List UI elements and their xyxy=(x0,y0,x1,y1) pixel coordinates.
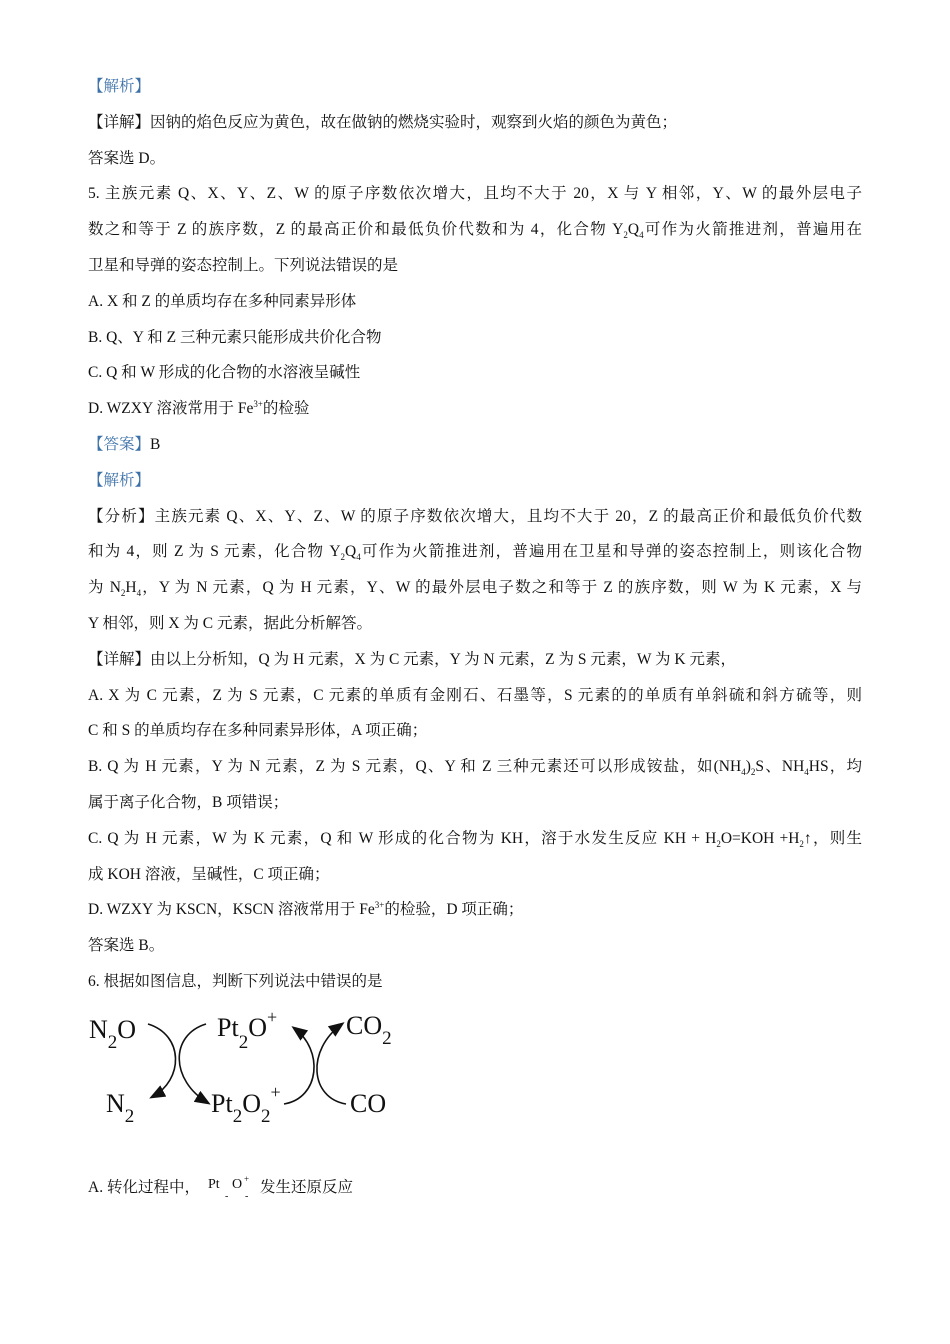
text-line xyxy=(88,355,862,391)
text-line xyxy=(88,749,862,785)
text-run: C. Q 和 W 形成的化合物的水溶液呈碱性 xyxy=(88,364,361,382)
reaction-cycle-diagram xyxy=(84,1000,424,1130)
text-run: 【详解】因钠的焰色反应为黄色，故在做钠的燃烧实验时，观察到火焰的颜色为黄色； xyxy=(88,113,678,131)
text-line xyxy=(88,857,862,893)
text-run: 5. 主族元素 Q、X、Y、Z、W 的原子序数依次增大，且均不大于 20，X 与 Y 相邻，Y、W 的最外层电子 xyxy=(88,185,862,203)
text-run: 的检验，D 项正确； xyxy=(384,901,524,919)
subscript: 4 xyxy=(639,230,644,241)
text-line xyxy=(88,642,862,678)
section-label: 【答案】 xyxy=(88,436,151,453)
text-run: 答案选 B。 xyxy=(88,937,165,955)
text-run: D. WZXY 溶液常用于 Fe xyxy=(88,400,254,418)
text-line xyxy=(88,69,862,105)
text-line xyxy=(88,785,862,821)
text-line xyxy=(88,534,862,570)
subscript: 2 xyxy=(716,838,721,849)
text-line xyxy=(88,570,862,606)
text-line xyxy=(88,176,862,212)
subscript: 4 xyxy=(741,767,746,778)
text-run: 6. 根据如图信息，判断下列说法中错误的是 xyxy=(88,973,383,990)
text-run: 的检验 xyxy=(262,400,310,418)
text-run: ↑，则生 xyxy=(803,829,862,847)
text-line xyxy=(88,892,862,928)
text-run: ) xyxy=(745,758,751,776)
arrow-n2o-to-n2 xyxy=(148,1024,176,1097)
text-run: A. X 为 C 元素，Z 为 S 元素，C 元素的单质有金刚石、石墨等，S 元素的的单质有单斜硫和斜方硫等，则 xyxy=(88,686,862,704)
pt2o-plus-label: $Pt_2O^+$ xyxy=(217,1007,278,1053)
subscript: 4 xyxy=(356,552,361,563)
text-run: 卫星和导弹的姿态控制上。下列说法错误的是 xyxy=(88,257,399,274)
text-run: Y 相邻，则 X 为 C 元素，据此分析解答。 xyxy=(88,615,373,632)
text-line xyxy=(88,964,862,1000)
text-line xyxy=(88,499,862,535)
subscript: 2 xyxy=(623,230,628,241)
pt2o2-plus-label: $Pt_2O_2^+$ xyxy=(211,1082,281,1127)
text-run: 答案选 D。 xyxy=(88,149,166,167)
co2-label: $CO_2$ xyxy=(346,1011,392,1049)
section-label: 【解析】 xyxy=(88,78,151,95)
subscript: 2 xyxy=(120,588,126,599)
text-line xyxy=(88,391,862,427)
text-line xyxy=(88,248,862,284)
text-run: Q xyxy=(627,221,640,239)
text-run: D. WZXY 为 KSCN，KSCN 溶液常用于 Fe xyxy=(88,901,375,919)
text-run: Q xyxy=(345,543,357,561)
co-label: CO xyxy=(350,1089,387,1118)
text-run: O=KOH +H xyxy=(720,829,800,847)
arrow-pt2o2-to-pt2o xyxy=(284,1028,314,1104)
text-line xyxy=(88,284,862,320)
text-run: 和为 4，则 Z 为 S 元素，化合物 Y xyxy=(88,543,341,561)
text-line xyxy=(88,606,862,642)
n2o-label: $N_2O$ xyxy=(89,1015,137,1053)
option-a xyxy=(88,1170,353,1206)
text-run: 【详解】由以上分析知，Q 为 H 元素，X 为 C 元素，Y 为 N 元素，Z 为 S 元素，W 为 K 元素， xyxy=(88,650,736,668)
section-label: 【解析】 xyxy=(88,471,151,489)
text-run: B. Q、Y 和 Z 三种元素只能形成共价化合物 xyxy=(88,328,382,346)
pt2o-plus-formula-image: Pt O + - - xyxy=(207,1174,250,1203)
text-line xyxy=(88,678,862,714)
text-run: B. Q 为 H 元素，Y 为 N 元素，Z 为 S 元素，Q、Y 和 Z 三种元素还可以形成铵盐，如(NH xyxy=(88,758,742,776)
text-line xyxy=(88,212,862,248)
text-line xyxy=(88,320,862,356)
subscript: 4 xyxy=(804,767,809,778)
text-line xyxy=(88,713,862,749)
text-line xyxy=(88,821,862,857)
text-run: 可作为火箭推进剂，普遍用在 xyxy=(643,221,862,239)
option-a-prefix: A. 转化过程中， xyxy=(88,1179,200,1196)
subscript: 2 xyxy=(750,767,756,778)
text-line xyxy=(88,427,862,463)
text-run: 为 N xyxy=(88,579,121,597)
supscript: 3+ xyxy=(374,900,385,911)
arrow-pt2o-to-pt2o2 xyxy=(179,1024,208,1103)
subscript: 4 xyxy=(136,588,142,599)
subscript: 2 xyxy=(340,552,346,563)
text-run: HS，均 xyxy=(808,758,862,776)
text-run: 成 KOH 溶液，呈碱性，C 项正确； xyxy=(88,865,330,883)
text-run: 可作为火箭推进剂，普遍用在卫星和导弹的姿态控制上，则该化合物 xyxy=(360,543,862,561)
text-run: B xyxy=(150,436,161,453)
option-a-suffix: 发生还原反应 xyxy=(259,1179,353,1196)
text-line xyxy=(88,928,862,964)
arrow-co-to-co2 xyxy=(317,1024,346,1104)
text-line xyxy=(88,463,862,499)
text-run: S、NH xyxy=(755,758,805,776)
text-run: C 和 S 的单质均存在多种同素异形体，A 项正确； xyxy=(88,722,428,740)
supscript: 3+ xyxy=(253,399,263,410)
text-run: 【分析】主族元素 Q、X、Y、Z、W 的原子序数依次增大，且均不大于 20，Z 的最高正价和最低负价代数 xyxy=(88,507,862,525)
text-run: ，Y 为 N 元素，Q 为 H 元素，Y、W 的最外层电子数之和等于 Z 的族序数，则 W 为 K 元素，X 与 xyxy=(141,579,862,597)
text-run: C. Q 为 H 元素，W 为 K 元素，Q 和 W 形成的化合物为 KH，溶于水发生反应 KH + H xyxy=(88,829,717,847)
subscript: 2 xyxy=(799,838,804,849)
text-run: A. X 和 Z 的单质均存在多种同素异形体 xyxy=(88,292,357,310)
text-run: 属于离子化合物，B 项错误； xyxy=(88,794,289,811)
text-run: H xyxy=(125,579,137,597)
text-line xyxy=(88,141,862,177)
n2-label: $N_2$ xyxy=(106,1089,135,1127)
text-run: 数之和等于 Z 的族序数，Z 的最高正价和最低负价代数和为 4，化合物 Y xyxy=(88,221,624,239)
text-line xyxy=(88,105,862,141)
